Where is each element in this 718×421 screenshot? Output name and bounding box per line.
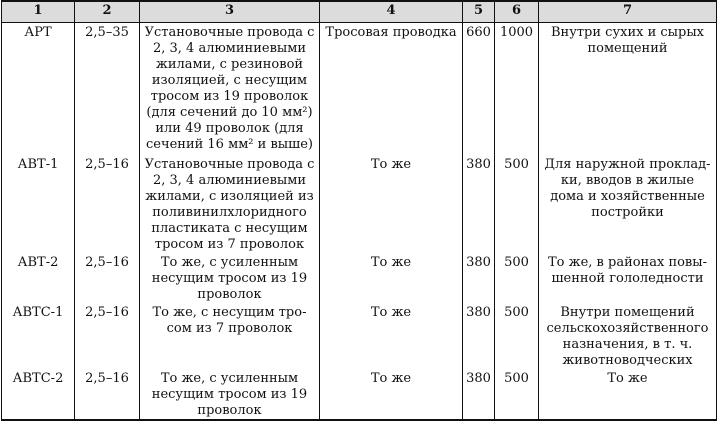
cell-voltage-b: 500: [495, 155, 539, 253]
cell-section: 2,5–16: [75, 369, 140, 420]
cell-voltage-b: 500: [495, 369, 539, 420]
table-row: [2, 369, 717, 420]
cell-description: Установочные провода с 2, 3, 4 алюминиевыми жилами, с резиновой изоляцией, с несущим тросом из 19 проволок (для сечений до 10 мм²) или 49 проволок (для сечений 16 мм² и выше): [140, 23, 320, 155]
cell-voltage-a: 380: [463, 303, 495, 369]
cell-section: 2,5–16: [75, 155, 140, 253]
cell-application: То же, в районах повы- шенной гололедности: [539, 253, 717, 303]
column-header-4: 4: [320, 1, 463, 23]
column-header-1: 1: [2, 1, 75, 23]
table-row: [2, 23, 717, 155]
cell-wiring: То же: [320, 155, 463, 253]
table-row: [2, 253, 717, 303]
cell-section: 2,5–35: [75, 23, 140, 155]
cell-voltage-a: 660: [463, 23, 495, 155]
cell-description: То же, с усиленным несущим тросом из 19 проволок: [140, 253, 320, 303]
cell-wiring: То же: [320, 253, 463, 303]
cell-application: Внутри помещений сельскохозяйственного назначения, в т. ч. животноводческих: [539, 303, 717, 369]
cell-section: 2,5–16: [75, 253, 140, 303]
cell-mark: АВТС-1: [2, 303, 75, 369]
cell-description: Установочные провода с 2, 3, 4 алюминиевыми жилами, с изоляцией из поливинилхлоридного пластиката с несущим тросом из 7 проволок: [140, 155, 320, 253]
cell-wiring: То же: [320, 303, 463, 369]
table-row: [2, 303, 717, 369]
cell-mark: АВТ-1: [2, 155, 75, 253]
cell-voltage-b: 1000: [495, 23, 539, 155]
cell-voltage-a: 380: [463, 155, 495, 253]
cell-voltage-a: 380: [463, 253, 495, 303]
cell-mark: АРТ: [2, 23, 75, 155]
cell-application: Для наружной проклад- ки, вводов в жилые дома и хозяйственные постройки: [539, 155, 717, 253]
cell-wiring: То же: [320, 369, 463, 420]
column-header-5: 5: [463, 1, 495, 23]
cell-description: То же, с несущим тро- сом из 7 проволок: [140, 303, 320, 369]
cell-application: Внутри сухих и сырых помещений: [539, 23, 717, 155]
column-header-7: 7: [539, 1, 717, 23]
cell-application: То же: [539, 369, 717, 420]
cell-mark: АВТ-2: [2, 253, 75, 303]
column-header-6: 6: [495, 1, 539, 23]
cell-voltage-b: 500: [495, 253, 539, 303]
cell-wiring: Тросовая проводка: [320, 23, 463, 155]
cell-description: То же, с усиленным несущим тросом из 19 проволок: [140, 369, 320, 420]
column-header-3: 3: [140, 1, 320, 23]
cell-voltage-b: 500: [495, 303, 539, 369]
cell-section: 2,5–16: [75, 303, 140, 369]
header-row: [2, 1, 717, 23]
cell-mark: АВТС-2: [2, 369, 75, 420]
cell-voltage-a: 380: [463, 369, 495, 420]
wire-spec-table: [1, 0, 717, 421]
column-header-2: 2: [75, 1, 140, 23]
table-row: [2, 155, 717, 253]
